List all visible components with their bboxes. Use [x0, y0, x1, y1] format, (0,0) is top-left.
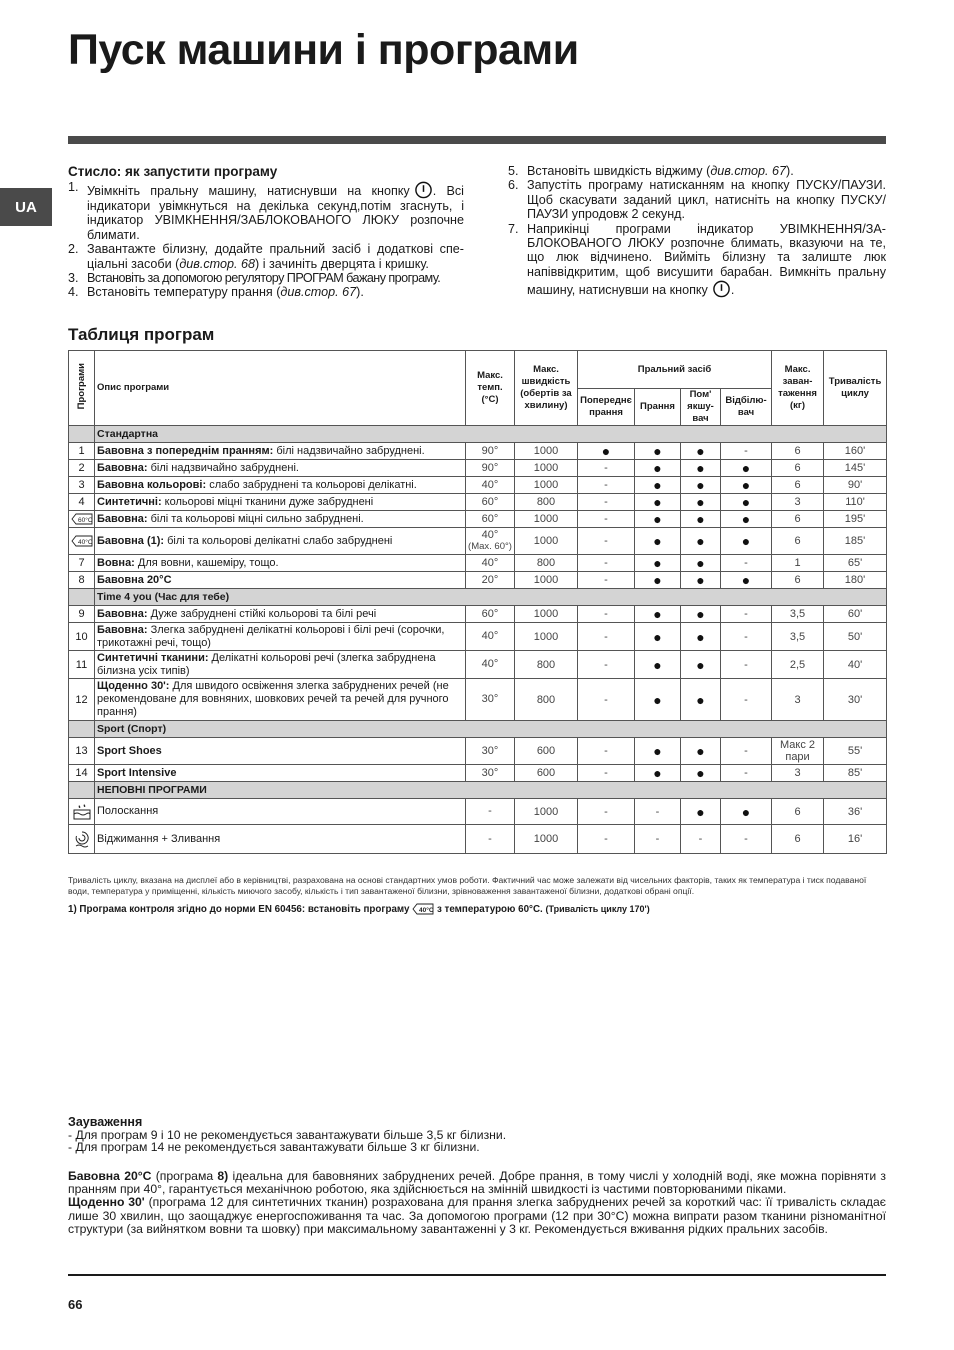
wash — [635, 460, 681, 477]
program-description: Sport Intensive — [95, 765, 466, 782]
max-speed: 1000 — [515, 825, 578, 854]
col-load-header: Макс. завантаження (кг) — [772, 351, 824, 426]
included-dot — [653, 692, 661, 708]
top-rule — [68, 136, 886, 144]
program-icon-cell — [69, 825, 95, 854]
spin-icon — [73, 829, 91, 849]
footnote: Тривалість циклу, вказана на дисплеї або в керівництві, разрахована на основі стандартних умов роботи. Фактичний час може залежати від чисельних факторів, таких як температура і тиск подаваної води, температура у приміщенні, кількість миючого засобу, кількість і тип завантаженої білизни, зрівноваження завантаженої білизни, додаткові обрані опції. — [68, 875, 867, 896]
included-dot — [696, 511, 704, 527]
table-row — [69, 528, 887, 555]
step-1: 1. Увімкніть пральну машину, натиснувши на кнопку . Всі індикатори увімкнуться на декілька секунд,потім згаснуть, і індикатор УВІМКНЕННЯ/ЗАБЛОКОВАНОГО ЛЮКУ розпочне блимати. — [68, 180, 464, 242]
max-load: 3,5 — [772, 623, 824, 651]
max-speed: 800 — [515, 494, 578, 511]
col-duration-header: Тривалість циклу — [824, 351, 887, 426]
max-temp: 60° — [466, 494, 515, 511]
cycle-duration: 145' — [824, 460, 887, 477]
prewash: - — [578, 555, 635, 572]
max-load: 6 — [772, 443, 824, 460]
included-dot — [742, 494, 750, 510]
program-number: 9 — [69, 606, 95, 623]
col-desc-header: Опис програми — [95, 351, 466, 426]
included-dot — [742, 533, 750, 549]
prewash: - — [578, 494, 635, 511]
paragraph-cotton-20: Бавовна 20°C (програма 8) ідеальна для бавовняних забруднених речей. Добре прання, в тому числі у холодній воді, яке можна порівняти з пранням при 40°, гарантується механічною роботою, яка здійснюється на змінній швидкості із частими повторюваними піками. — [68, 1169, 886, 1197]
max-speed: 800 — [515, 555, 578, 572]
softener — [681, 606, 721, 623]
max-speed: 1000 — [515, 460, 578, 477]
max-speed: 800 — [515, 679, 578, 721]
group-row — [69, 721, 887, 738]
softener — [681, 477, 721, 494]
max-temp: 40° (Max. 60°) — [466, 528, 515, 555]
bleach — [721, 494, 772, 511]
program-number: 4 — [69, 494, 95, 511]
bleach — [721, 477, 772, 494]
max-speed: 800 — [515, 651, 578, 679]
wash — [635, 477, 681, 494]
language-tab: UA — [0, 188, 52, 226]
col-detergent-header: Пральний засіб — [578, 351, 772, 389]
program-icon-cell — [69, 511, 95, 528]
program-description: Бавовна 20°C — [95, 572, 466, 589]
max-temp: 40° — [466, 477, 515, 494]
included-dot — [653, 511, 661, 527]
notes-heading: Зауваження — [68, 1115, 143, 1129]
included-dot — [742, 572, 750, 588]
max-load: 6 — [772, 460, 824, 477]
svg-text:40°C: 40°C — [419, 907, 434, 915]
included-dot — [742, 460, 750, 476]
table-row — [69, 477, 887, 494]
group-row — [69, 426, 887, 443]
max-load: 6 — [772, 572, 824, 589]
wash — [635, 572, 681, 589]
softener — [681, 528, 721, 555]
cycle-duration: 30' — [824, 679, 887, 721]
step-6: 6. Запустіть програму натисканням на кнопку ПУСКУ/ПАУЗИ. Щоб скасувати заданий цикл, натисніть на кнопку ПУСКУ/ПАУЗИ упродовж 2 секунд. — [508, 178, 886, 222]
col-temp-header: Макс. темп. (°C) — [466, 351, 515, 426]
prewash: - — [578, 679, 635, 721]
softener — [681, 799, 721, 825]
cycle-duration: 195' — [824, 511, 887, 528]
max-load: 3,5 — [772, 606, 824, 623]
table-row — [69, 825, 887, 854]
included-dot — [696, 477, 704, 493]
step-2: 2. Завантажте білизну, додайте пральний засіб і додаткові спеціальні засоби (див.стор. 68) і зачиніть дверцята і кришку. — [68, 242, 464, 271]
softener — [681, 572, 721, 589]
cycle-duration: 36' — [824, 799, 887, 825]
softener — [681, 460, 721, 477]
cycle-duration: 40' — [824, 651, 887, 679]
wash — [635, 679, 681, 721]
softener — [681, 738, 721, 765]
program-description: Полоскання — [95, 799, 466, 825]
table-row — [69, 623, 887, 651]
wash — [635, 738, 681, 765]
step-3: 3. Встановіть за допомогою регулятору ПРОГРАМ бажану програму. — [68, 271, 441, 286]
included-dot — [696, 494, 704, 510]
table-row — [69, 511, 887, 528]
max-speed: 1000 — [515, 511, 578, 528]
wash — [635, 443, 681, 460]
included-dot — [653, 657, 661, 673]
note-line: - Для програм 14 не рекомендується завантажувати більше 3 кг білизни. — [68, 1140, 480, 1155]
col-speed-header: Макс. швидкість (обертів за хвилину) — [515, 351, 578, 426]
prewash: - — [578, 765, 635, 782]
bleach — [721, 511, 772, 528]
wash: - — [635, 799, 681, 825]
max-temp: 90° — [466, 443, 515, 460]
max-temp: 40° — [466, 651, 515, 679]
max-speed: 1000 — [515, 443, 578, 460]
included-dot — [653, 629, 661, 645]
softener — [681, 443, 721, 460]
wash — [635, 555, 681, 572]
included-dot — [696, 555, 704, 571]
included-dot — [653, 494, 661, 510]
table-title: Таблиця програм — [68, 325, 215, 344]
table-row — [69, 651, 887, 679]
program-description: Вовна: Для вовни, кашеміру, тощо. — [95, 555, 466, 572]
col-prewash-header: Попереднє прання — [578, 389, 635, 426]
included-dot — [696, 765, 704, 781]
program-description: Синтетичні: кольорові міцні тканини дуже забруднені — [95, 494, 466, 511]
softener — [681, 555, 721, 572]
rinse-icon — [72, 803, 92, 821]
max-temp: - — [466, 825, 515, 854]
step-7: 7. Наприкінці програми індикатор УВІМКНЕННЯ/ЗАБЛОКОВАНОГО ЛЮКУ розпочне блимать, вказуючи на те, що люк відчинено. Вийміть білизну та залиште люк напіввідкритим, щоб висушити барабан. Вимкніть пральну машину, натиснувши на кнопку . — [508, 221, 886, 298]
cycle-duration: 85' — [824, 765, 887, 782]
included-dot — [653, 606, 661, 622]
program-description: Бавовна кольорові: слабо забруднені та кольорові делікатні. — [95, 477, 466, 494]
max-temp: 30° — [466, 738, 515, 765]
cycle-duration: 65' — [824, 555, 887, 572]
col-bleach-header: Відбілювач — [721, 389, 772, 426]
quick-start-right — [508, 164, 886, 298]
cotton-program-icon — [71, 535, 93, 547]
group-name: Sport (Спорт) — [95, 721, 887, 738]
included-dot — [653, 443, 661, 459]
max-temp: 90° — [466, 460, 515, 477]
table-row — [69, 606, 887, 623]
wash — [635, 511, 681, 528]
softener — [681, 651, 721, 679]
softener — [681, 511, 721, 528]
included-dot — [653, 765, 661, 781]
prewash: - — [578, 528, 635, 555]
cotton-40-icon — [412, 903, 434, 915]
program-number: 11 — [69, 651, 95, 679]
max-speed: 600 — [515, 738, 578, 765]
program-number: 8 — [69, 572, 95, 589]
table-row — [69, 443, 887, 460]
program-number: 10 — [69, 623, 95, 651]
cycle-duration: 16' — [824, 825, 887, 854]
prewash: - — [578, 825, 635, 854]
quick-start-heading: Стисло: як запустити програму — [68, 164, 278, 179]
max-load: 3 — [772, 679, 824, 721]
svg-text:40°C: 40°C — [78, 539, 93, 547]
prewash: - — [578, 572, 635, 589]
max-load: 6 — [772, 477, 824, 494]
max-temp: 60° — [466, 606, 515, 623]
prewash: - — [578, 606, 635, 623]
prewash: - — [578, 477, 635, 494]
group-row — [69, 589, 887, 606]
max-temp: 40° — [466, 555, 515, 572]
svg-text:60°C: 60°C — [78, 517, 93, 525]
cycle-duration: 55' — [824, 738, 887, 765]
cycle-duration: 160' — [824, 443, 887, 460]
bleach: - — [721, 443, 772, 460]
cycle-duration: 185' — [824, 528, 887, 555]
program-number: 3 — [69, 477, 95, 494]
softener — [681, 679, 721, 721]
included-dot — [696, 533, 704, 549]
included-dot — [696, 804, 704, 820]
included-dot — [696, 743, 704, 759]
cycle-duration: 110' — [824, 494, 887, 511]
group-row — [69, 782, 887, 799]
program-number: 1 — [69, 443, 95, 460]
program-icon-cell — [69, 799, 95, 825]
included-dot — [653, 460, 661, 476]
max-speed: 1000 — [515, 477, 578, 494]
power-icon — [712, 279, 731, 298]
max-load: 6 — [772, 799, 824, 825]
bleach — [721, 460, 772, 477]
bleach — [721, 572, 772, 589]
included-dot — [653, 555, 661, 571]
bleach: - — [721, 825, 772, 854]
program-icon-cell — [69, 528, 95, 555]
included-dot — [696, 572, 704, 588]
max-load: 3 — [772, 494, 824, 511]
bleach: - — [721, 679, 772, 721]
prewash: - — [578, 651, 635, 679]
table-row — [69, 494, 887, 511]
step-4: 4. Встановіть температуру прання (див.стор. 67). — [68, 285, 364, 300]
footnote-test-program: 1) Програма контроля згідно до норми EN 60456: встановіть програму 40°C з температурою 60°C. (Тривалість циклу 170') — [68, 904, 650, 915]
prewash: - — [578, 738, 635, 765]
program-number: 14 — [69, 765, 95, 782]
group-name: НЕПОВНІ ПРОГРАМИ — [95, 782, 887, 799]
included-dot — [742, 804, 750, 820]
bleach: - — [721, 651, 772, 679]
program-description: Щоденно 30': Для швидого освіження злегка забруднених речей (не рекомендоване для вовняних, шовкових речей та речей для ручного прання) — [95, 679, 466, 721]
table-row — [69, 765, 887, 782]
bleach — [721, 799, 772, 825]
wash — [635, 606, 681, 623]
max-load: 1 — [772, 555, 824, 572]
page-title: Пуск машини і програми — [68, 26, 579, 74]
wash — [635, 528, 681, 555]
max-speed: 1000 — [515, 623, 578, 651]
wash — [635, 651, 681, 679]
bleach — [721, 528, 772, 555]
included-dot — [653, 572, 661, 588]
table-row — [69, 738, 887, 765]
table-row — [69, 679, 887, 721]
bleach: - — [721, 623, 772, 651]
wash — [635, 623, 681, 651]
program-number: 13 — [69, 738, 95, 765]
included-dot — [696, 606, 704, 622]
program-description: Бавовна: білі надзвичайно забруднені. — [95, 460, 466, 477]
step-5: 5. Встановіть швидкість віджиму (див.стор. 67). — [508, 164, 794, 178]
softener — [681, 494, 721, 511]
col-wash-header: Прання — [635, 389, 681, 426]
prewash: - — [578, 511, 635, 528]
max-load: 2,5 — [772, 651, 824, 679]
program-description: Sport Shoes — [95, 738, 466, 765]
bottom-rule — [68, 1274, 886, 1276]
program-description: Синтетичні тканини: Делікатні кольорові речі (злегка забруднена білизна усіх типів) — [95, 651, 466, 679]
included-dot — [696, 460, 704, 476]
group-name: Time 4 you (Час для тебе) — [95, 589, 887, 606]
paragraph-daily-30: Щоденно 30' (програма 12 для синтетичних тканин) розрахована для прання злегка забруднених речей за короткий час: її тривалість складає лише 30 хвилин, що заощаджує енергоспоживання та час. За допомогою програми (12 при 30°C) можна випрати разом тканини різноманітної структури (за вийнятком вовни та шовку) при максимальному завантаженні у 3 кг. Рекомендується вживання рідких пральних засобів. — [68, 1195, 886, 1236]
max-speed: 1000 — [515, 606, 578, 623]
max-load: 6 — [772, 528, 824, 555]
max-load: Макс 2 пари — [772, 738, 824, 765]
prewash: - — [578, 623, 635, 651]
max-speed: 1000 — [515, 799, 578, 825]
program-description: Бавовна: Дуже забруднені стійкі кольорові та білі речі — [95, 606, 466, 623]
prewash: - — [578, 460, 635, 477]
bleach: - — [721, 606, 772, 623]
max-temp: 20° — [466, 572, 515, 589]
max-temp: 30° — [466, 679, 515, 721]
max-speed: 1000 — [515, 572, 578, 589]
program-number: 12 — [69, 679, 95, 721]
quick-start-left — [68, 164, 464, 300]
max-speed: 1000 — [515, 528, 578, 555]
bleach: - — [721, 555, 772, 572]
included-dot — [696, 629, 704, 645]
bleach: - — [721, 738, 772, 765]
program-description: Бавовна: білі та кольорові міцні сильно забруднені. — [95, 511, 466, 528]
notes — [68, 1116, 886, 1154]
wash: - — [635, 825, 681, 854]
program-description — [68, 1170, 886, 1236]
softener — [681, 623, 721, 651]
program-number: 7 — [69, 555, 95, 572]
included-dot — [653, 477, 661, 493]
included-dot — [696, 443, 704, 459]
wash — [635, 494, 681, 511]
table-row — [69, 555, 887, 572]
page-number: 66 — [68, 1297, 83, 1312]
included-dot — [742, 511, 750, 527]
included-dot — [602, 443, 610, 459]
prewash — [578, 443, 635, 460]
cycle-duration: 60' — [824, 606, 887, 623]
max-temp: 40° — [466, 623, 515, 651]
program-description: Бавовна (1): білі та кольорові делікатні слабо забруднені — [95, 528, 466, 555]
bleach: - — [721, 765, 772, 782]
prewash: - — [578, 799, 635, 825]
max-load: 6 — [772, 825, 824, 854]
wash — [635, 765, 681, 782]
max-speed: 600 — [515, 765, 578, 782]
table-row — [69, 572, 887, 589]
programs-table — [68, 350, 887, 854]
cycle-duration: 180' — [824, 572, 887, 589]
group-name: Стандартна — [95, 426, 887, 443]
included-dot — [696, 657, 704, 673]
max-temp: 60° — [466, 511, 515, 528]
program-description: Бавовна: Злегка забруднені делікатні кольорові і білі речі (сорочки, трикотажні речі, тощо) — [95, 623, 466, 651]
softener — [681, 765, 721, 782]
table-row — [69, 460, 887, 477]
included-dot — [653, 533, 661, 549]
max-load: 6 — [772, 511, 824, 528]
included-dot — [742, 477, 750, 493]
softener: - — [681, 825, 721, 854]
col-programs-header: Програми — [69, 351, 95, 426]
power-icon — [414, 180, 433, 199]
max-temp: 30° — [466, 765, 515, 782]
cycle-duration: 90' — [824, 477, 887, 494]
max-load: 3 — [772, 765, 824, 782]
program-description: Віджимання + Зливання — [95, 825, 466, 854]
note-line: - Для програм 9 і 10 не рекомендується завантажувати більше 3,5 кг білизни. — [68, 1127, 507, 1142]
cotton-program-icon — [71, 513, 93, 525]
program-number: 2 — [69, 460, 95, 477]
program-description: Бавовна з попереднім пранням: білі надзвичайно забруднені. — [95, 443, 466, 460]
cycle-duration: 50' — [824, 623, 887, 651]
max-temp: - — [466, 799, 515, 825]
col-softener-header: Пом' якшувач — [681, 389, 721, 426]
included-dot — [696, 692, 704, 708]
table-row — [69, 799, 887, 825]
included-dot — [653, 743, 661, 759]
